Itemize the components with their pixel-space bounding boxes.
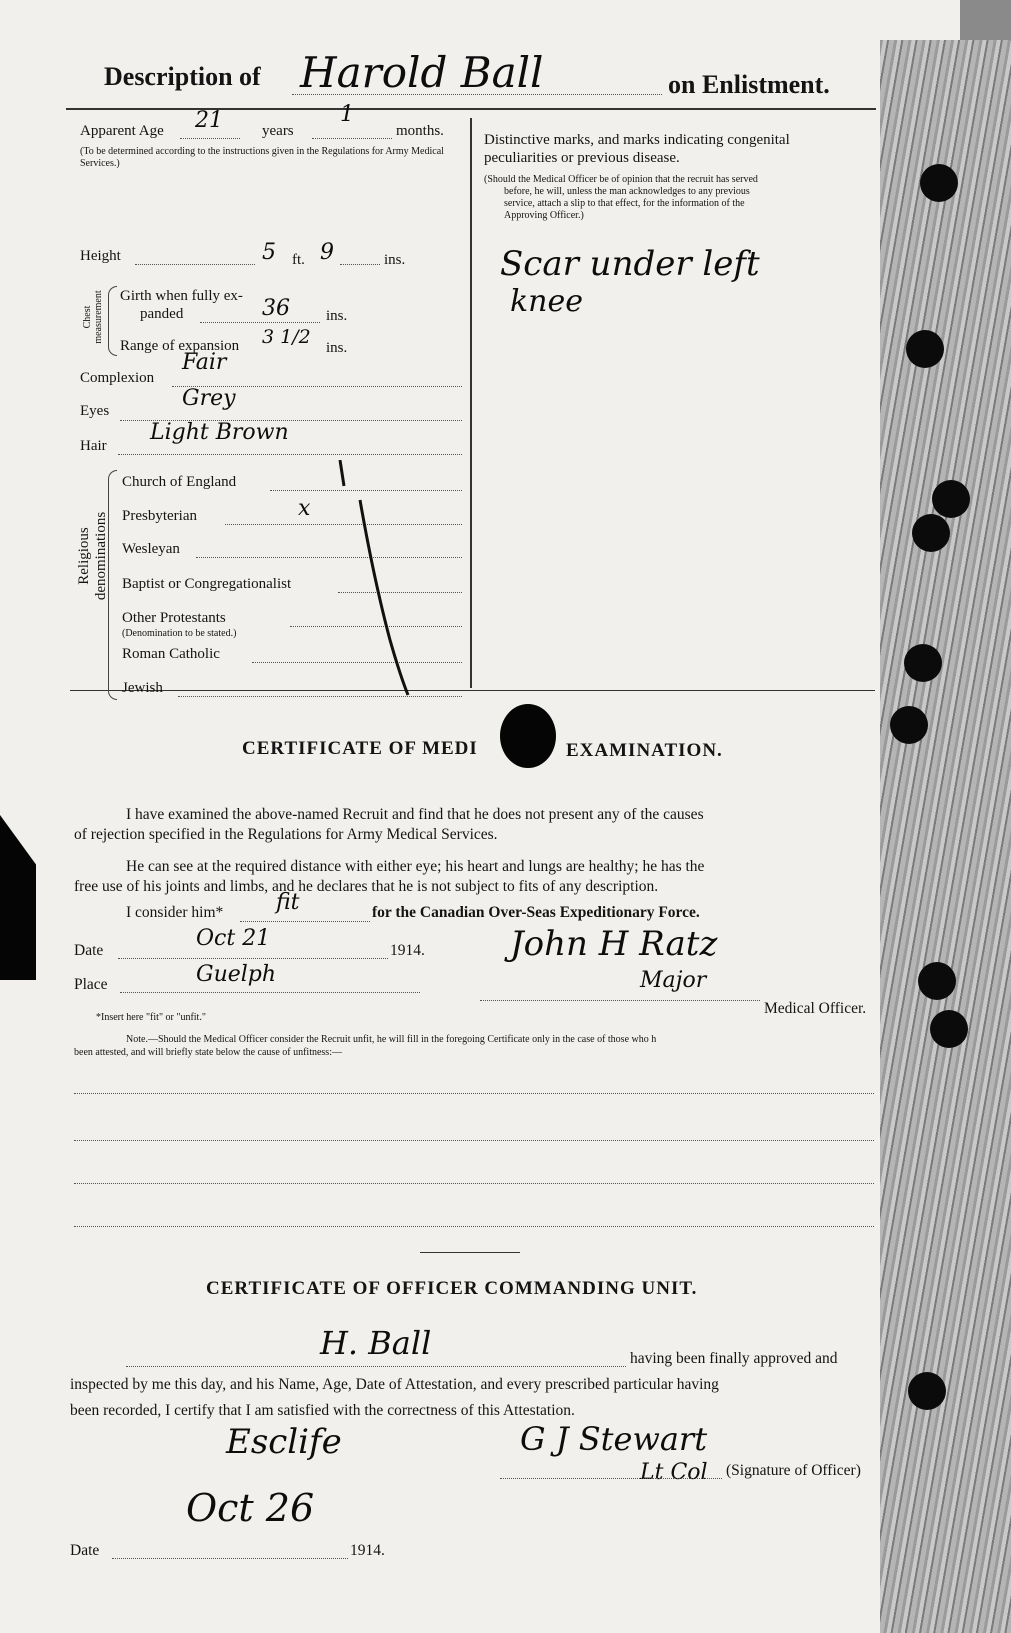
commanding-signature-line bbox=[500, 1478, 722, 1479]
months-label: months. bbox=[396, 123, 444, 139]
medical-place-label: Place bbox=[74, 976, 108, 993]
consider-prefix: I consider him* bbox=[126, 904, 224, 921]
consider-line bbox=[240, 921, 370, 922]
age-label: Apparent Age bbox=[80, 123, 164, 139]
religion-mark: x bbox=[298, 496, 311, 521]
range-value: 3 1/2 bbox=[262, 326, 311, 348]
consider-value: fit bbox=[276, 890, 300, 915]
chest-label: Chest measurement bbox=[82, 290, 104, 344]
short-rule bbox=[420, 1252, 520, 1253]
eyes-value: Grey bbox=[182, 386, 236, 411]
commanding-date-label: Date bbox=[70, 1542, 100, 1559]
commanding-place-value: Esclife bbox=[226, 1422, 342, 1462]
unfitness-line-3 bbox=[74, 1183, 874, 1184]
punch-hole bbox=[918, 962, 956, 1000]
religion-other-protestants: Other Protestants bbox=[122, 610, 226, 626]
medical-date-label: Date bbox=[74, 942, 104, 959]
medical-para2-line2: free use of his joints and limbs, and he declares that he is not subject to fits of any description. bbox=[74, 878, 659, 895]
medical-signature: John H Ratz bbox=[510, 924, 718, 964]
religion-denomination-note: (Denomination to be stated.) bbox=[122, 628, 237, 639]
medical-date-value: Oct 21 bbox=[196, 926, 271, 951]
medical-year: 1914. bbox=[390, 942, 425, 959]
medical-note-1: Note.—Should the Medical Officer consider the Recruit unfit, he will fill in the foregoing Certificate only in the case of those who h bbox=[126, 1034, 657, 1045]
religion-church-of-england: Church of England bbox=[122, 474, 237, 490]
commanding-signature: G J Stewart bbox=[520, 1420, 708, 1458]
ins-label: ins. bbox=[384, 252, 406, 268]
complexion-label: Complexion bbox=[80, 370, 155, 386]
title-prefix: Description of bbox=[104, 62, 261, 91]
title-dotted-line bbox=[292, 94, 662, 95]
commanding-signature-label: (Signature of Officer) bbox=[726, 1462, 861, 1479]
column-divider bbox=[470, 118, 472, 688]
marks-note-4: Approving Officer.) bbox=[504, 210, 584, 221]
ft-label: ft. bbox=[292, 252, 305, 268]
marks-value-1: Scar under left bbox=[500, 244, 760, 284]
religion-roman-catholic: Roman Catholic bbox=[122, 646, 220, 662]
recruit-name-handwritten: Harold Ball bbox=[300, 48, 544, 97]
hair-value: Light Brown bbox=[150, 420, 289, 445]
medical-place-value: Guelph bbox=[196, 962, 277, 987]
girth-line bbox=[200, 322, 320, 323]
commanding-year: 1914. bbox=[350, 1542, 385, 1559]
commanding-recruit-name: H. Ball bbox=[320, 1324, 432, 1362]
commanding-date-value: Oct 26 bbox=[186, 1486, 315, 1530]
unfitness-line-2 bbox=[74, 1140, 874, 1141]
religion-jewish: Jewish bbox=[122, 680, 163, 696]
commanding-heading: CERTIFICATE OF OFFICER COMMANDING UNIT. bbox=[206, 1278, 698, 1299]
age-months-line bbox=[312, 138, 392, 139]
religion-brace bbox=[108, 470, 117, 700]
medical-signature-rank: Major bbox=[640, 968, 707, 993]
height-lead-line bbox=[135, 264, 255, 265]
medical-place-line bbox=[120, 992, 420, 993]
medical-signature-line bbox=[480, 1000, 760, 1001]
age-note: (To be determined according to the instructions given in the Regulations for Army Medical Services.) bbox=[80, 146, 444, 169]
age-years-value: 21 bbox=[195, 108, 223, 133]
medical-heading-b: EXAMINATION. bbox=[566, 740, 723, 761]
medical-para2-line1: He can see at the required distance with either eye; his heart and lungs are healthy; he has the bbox=[126, 858, 705, 875]
complexion-value: Fair bbox=[182, 350, 227, 375]
insert-note: *Insert here "fit" or "unfit." bbox=[96, 1012, 206, 1023]
punch-hole bbox=[920, 164, 958, 202]
religion-strike-lines bbox=[330, 460, 430, 700]
height-ins-line bbox=[340, 264, 380, 265]
girth-label-2: panded bbox=[140, 306, 184, 322]
ink-blot bbox=[500, 704, 556, 768]
punch-hole bbox=[932, 480, 970, 518]
marks-heading-1: Distinctive marks, and marks indicating congenital bbox=[484, 132, 790, 148]
title-suffix: on Enlistment. bbox=[668, 70, 830, 99]
girth-value: 36 bbox=[262, 296, 290, 321]
medical-officer-label: Medical Officer. bbox=[764, 1000, 867, 1017]
medical-para1-line1: I have examined the above-named Recruit and find that he does not present any of the causes bbox=[126, 806, 704, 823]
age-years-line bbox=[180, 138, 240, 139]
religion-presbyterian: Presbyterian bbox=[122, 508, 197, 524]
punch-hole bbox=[912, 514, 950, 552]
chest-brace bbox=[108, 286, 117, 356]
commanding-line1-suffix: having been finally approved and bbox=[630, 1350, 838, 1367]
girth-ins-label: ins. bbox=[326, 308, 348, 324]
punch-hole bbox=[904, 644, 942, 682]
medical-heading-a: CERTIFICATE OF MEDI bbox=[242, 738, 478, 759]
marks-note-3: service, attach a slip to that effect, for the information of the bbox=[504, 198, 745, 209]
marks-heading-2: peculiarities or previous disease. bbox=[484, 150, 680, 166]
religion-wesleyan: Wesleyan bbox=[122, 541, 180, 557]
consider-suffix: for the Canadian Over-Seas Expeditionary Force. bbox=[372, 904, 700, 921]
medical-date-line bbox=[118, 958, 388, 959]
commanding-date-line-dotted bbox=[112, 1558, 348, 1559]
height-ft-value: 5 bbox=[262, 240, 276, 265]
unfitness-line-1 bbox=[74, 1093, 874, 1094]
section-rule bbox=[70, 690, 875, 691]
punch-hole bbox=[930, 1010, 968, 1048]
commanding-name-line bbox=[126, 1366, 626, 1367]
religion-baptist: Baptist or Congregationalist bbox=[122, 576, 292, 592]
unfitness-line-4 bbox=[74, 1226, 874, 1227]
range-ins-label: ins. bbox=[326, 340, 348, 356]
hair-line bbox=[118, 454, 462, 455]
marks-note-2: before, he will, unless the man acknowledges to any previous bbox=[504, 186, 750, 197]
eyes-label: Eyes bbox=[80, 403, 110, 419]
punch-hole bbox=[908, 1372, 946, 1410]
girth-label-1: Girth when fully ex- bbox=[120, 288, 243, 304]
height-ins-value: 9 bbox=[320, 240, 334, 265]
age-months-value: 1 bbox=[340, 102, 354, 127]
marks-note-1: (Should the Medical Officer be of opinion that the recruit has served bbox=[484, 174, 758, 185]
commanding-signature-sub: Lt Col bbox=[640, 1460, 708, 1485]
punch-hole bbox=[890, 706, 928, 744]
title-rule bbox=[66, 108, 876, 110]
punch-hole bbox=[906, 330, 944, 368]
height-label: Height bbox=[80, 248, 121, 264]
range-label: Range of expansion bbox=[120, 338, 240, 354]
medical-para1-line2: of rejection specified in the Regulations for Army Medical Services. bbox=[74, 826, 498, 843]
years-label: years bbox=[262, 123, 294, 139]
hair-label: Hair bbox=[80, 438, 107, 454]
medical-note-2: been attested, and will briefly state below the cause of unfitness:— bbox=[74, 1047, 342, 1058]
commanding-line2: inspected by me this day, and his Name, Age, Date of Attestation, and every prescribed particular having bbox=[70, 1376, 719, 1393]
marks-value-2: knee bbox=[510, 284, 584, 319]
commanding-line3: been recorded, I certify that I am satisfied with the correctness of this Attestation. bbox=[70, 1402, 575, 1419]
religion-label: Religious denominations bbox=[76, 511, 109, 601]
